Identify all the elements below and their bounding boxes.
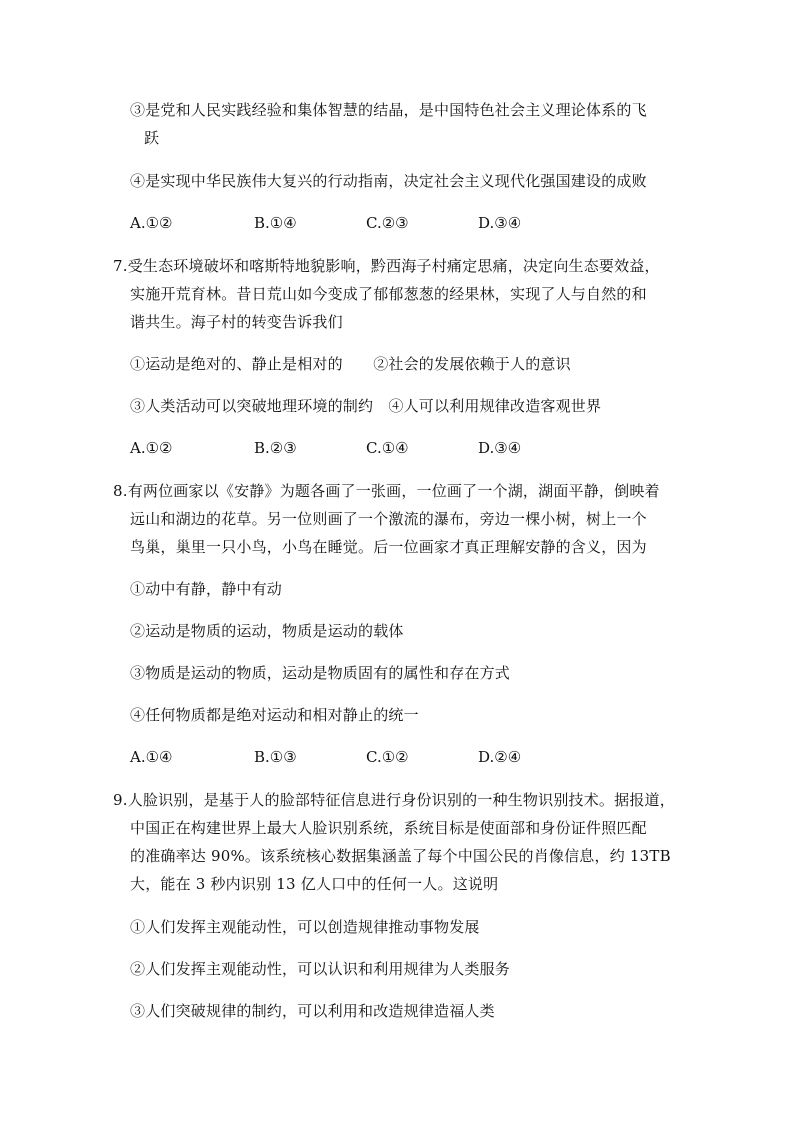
- q7-items-line-2: ③人类活动可以突破地理环境的制约 ④人可以利用规律改造客观世界: [130, 397, 602, 415]
- q7-option-b: B.②③: [254, 439, 297, 457]
- q8-stem-line-2: 远山和湖边的花草。另一位则画了一个激流的瀑布，旁边一棵小树，树上一个: [130, 510, 647, 528]
- q9-stem-line-2: 中国正在构建世界上最大人脸识别系统，系统目标是使面部和身份证件照匹配: [130, 819, 647, 837]
- q9-stem-line-4: 大，能在 3 秒内识别 13 亿人口中的任何一人。这说明: [130, 875, 499, 893]
- q7-stem-line-1: 7.受生态环境破坏和喀斯特地貌影响，黔西海子村痛定思痛，决定向生态要效益，: [113, 257, 660, 275]
- q7-option-d: D.③④: [478, 439, 522, 457]
- prev-item-4: ④是实现中华民族伟大复兴的行动指南，决定社会主义现代化强国建设的成败: [130, 172, 647, 190]
- prev-item-3-wrap: 跃: [144, 129, 160, 147]
- prev-option-b: B.①④: [254, 214, 297, 232]
- q7-stem-line-2: 实施开荒育林。昔日荒山如今变成了郁郁葱葱的经果林，实现了人与自然的和: [130, 285, 647, 303]
- q8-item-4: ④任何物质都是绝对运动和相对静止的统一: [130, 706, 419, 724]
- q9-item-3: ③人们突破规律的制约，可以利用和改造规律造福人类: [130, 1002, 495, 1020]
- q8-item-3: ③物质是运动的物质，运动是物质固有的属性和存在方式: [130, 664, 511, 682]
- prev-item-3: ③是党和人民实践经验和集体智慧的结晶，是中国特色社会主义理论体系的飞: [130, 101, 647, 119]
- q8-stem-line-1: 8.有两位画家以《安静》为题各画了一张画，一位画了一个湖，湖面平静，倒映着: [113, 482, 660, 500]
- q7-option-c: C.①④: [366, 439, 409, 457]
- q7-option-a: A.①②: [130, 439, 173, 457]
- q8-item-1: ①动中有静，静中有动: [130, 580, 283, 598]
- q9-stem-line-1: 9.人脸识别，是基于人的脸部特征信息进行身份识别的一种生物识别技术。据报道，: [113, 791, 675, 809]
- prev-option-a: A.①②: [130, 214, 173, 232]
- q8-option-b: B.①③: [254, 748, 297, 766]
- prev-option-c: C.②③: [366, 214, 409, 232]
- q9-stem-line-3: 的准确率达 90%。该系统核心数据集涵盖了每个中国公民的肖像信息，约 13TB: [130, 847, 671, 865]
- q9-item-1: ①人们发挥主观能动性，可以创造规律推动事物发展: [130, 918, 480, 936]
- q8-option-c: C.①②: [366, 748, 409, 766]
- q8-option-a: A.①④: [130, 748, 173, 766]
- q7-stem-line-3: 谐共生。海子村的转变告诉我们: [130, 313, 343, 331]
- q8-option-d: D.②④: [478, 748, 522, 766]
- q9-item-2: ②人们发挥主观能动性，可以认识和利用规律为人类服务: [130, 960, 511, 978]
- q7-items-line-1: ①运动是绝对的、静止是相对的 ②社会的发展依赖于人的意识: [130, 355, 571, 373]
- prev-option-d: D.③④: [478, 214, 522, 232]
- q8-stem-line-3: 鸟巢，巢里一只小鸟，小鸟在睡觉。后一位画家才真正理解安静的含义，因为: [130, 538, 647, 556]
- q8-item-2: ②运动是物质的运动，物质是运动的载体: [130, 622, 404, 640]
